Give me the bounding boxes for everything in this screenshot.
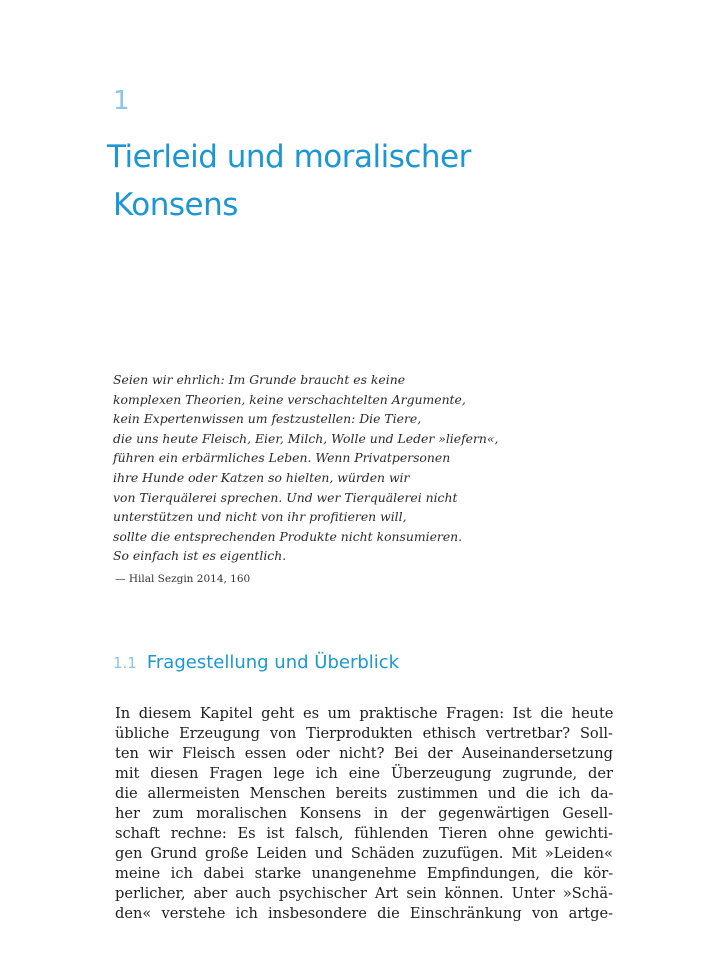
chapter-title — [107, 133, 627, 229]
section-number: 1.1 — [113, 654, 137, 672]
epigraph-line: die uns heute Fleisch, Eier, Milch, Wolle und Leder »liefern«, — [113, 430, 499, 446]
section-heading — [113, 650, 399, 676]
body-line: die allermeisten Menschen bereits zustimmen und die ich da- — [115, 785, 614, 802]
epigraph-quote — [113, 370, 533, 566]
section-title: Fragestellung und Überblick — [146, 652, 400, 673]
epigraph-line: führen ein erbärmliches Leben. Wenn Privatpersonen — [113, 450, 451, 466]
chapter-title-line-1: Tierleid und moralischer — [107, 139, 471, 175]
body-line: schaft rechne: Es ist falsch, fühlenden Tieren ohne gewichti- — [115, 825, 613, 842]
body-line: den« verstehe ich insbesondere die Einschränkung von artge- — [115, 905, 614, 922]
epigraph-line: unterstützen und nicht von ihr profitieren will, — [113, 509, 407, 525]
epigraph-line: sollte die entsprechenden Produkte nicht konsumieren. — [113, 528, 463, 544]
epigraph-line: ihre Hunde oder Katzen so hielten, würden wir — [113, 469, 410, 485]
body-line: meine ich dabei starke unangenehme Empfindungen, die kör- — [115, 865, 614, 882]
body-line: mit diesen Fragen lege ich eine Überzeugung zugrunde, der — [115, 765, 613, 782]
body-line: ten wir Fleisch essen oder nicht? Bei der Auseinandersetzung — [115, 745, 614, 762]
body-line: In diesem Kapitel geht es um praktische Fragen: Ist die heute — [115, 705, 614, 722]
epigraph-line: Seien wir ehrlich: Im Grunde braucht es keine — [113, 372, 406, 387]
body-line: gen Grund große Leiden und Schäden zuzufügen. Mit »Leiden« — [115, 845, 613, 862]
body-line: her zum moralischen Konsens in der gegenwärtigen Gesell- — [115, 805, 613, 822]
epigraph-line: komplexen Theorien, keine verschachtelten Argumente, — [113, 391, 466, 407]
epigraph-line: von Tierquälerei sprechen. Und wer Tierquälerei nicht — [113, 489, 458, 505]
body-line: übliche Erzeugung von Tierprodukten ethisch vertretbar? Soll- — [115, 725, 613, 742]
body-line: perlicher, aber auch psychischer Art sein können. Unter »Schä- — [115, 885, 613, 902]
epigraph-line: kein Expertenwissen um festzustellen: Die Tiere, — [113, 411, 422, 427]
epigraph-citation: — Hilal Sezgin 2014, 160 — [115, 573, 251, 585]
chapter-title-line-2: Konsens — [113, 187, 238, 223]
epigraph-line: So einfach ist es eigentlich. — [113, 548, 287, 564]
body-paragraph — [115, 704, 613, 924]
chapter-number: 1 — [113, 86, 130, 116]
